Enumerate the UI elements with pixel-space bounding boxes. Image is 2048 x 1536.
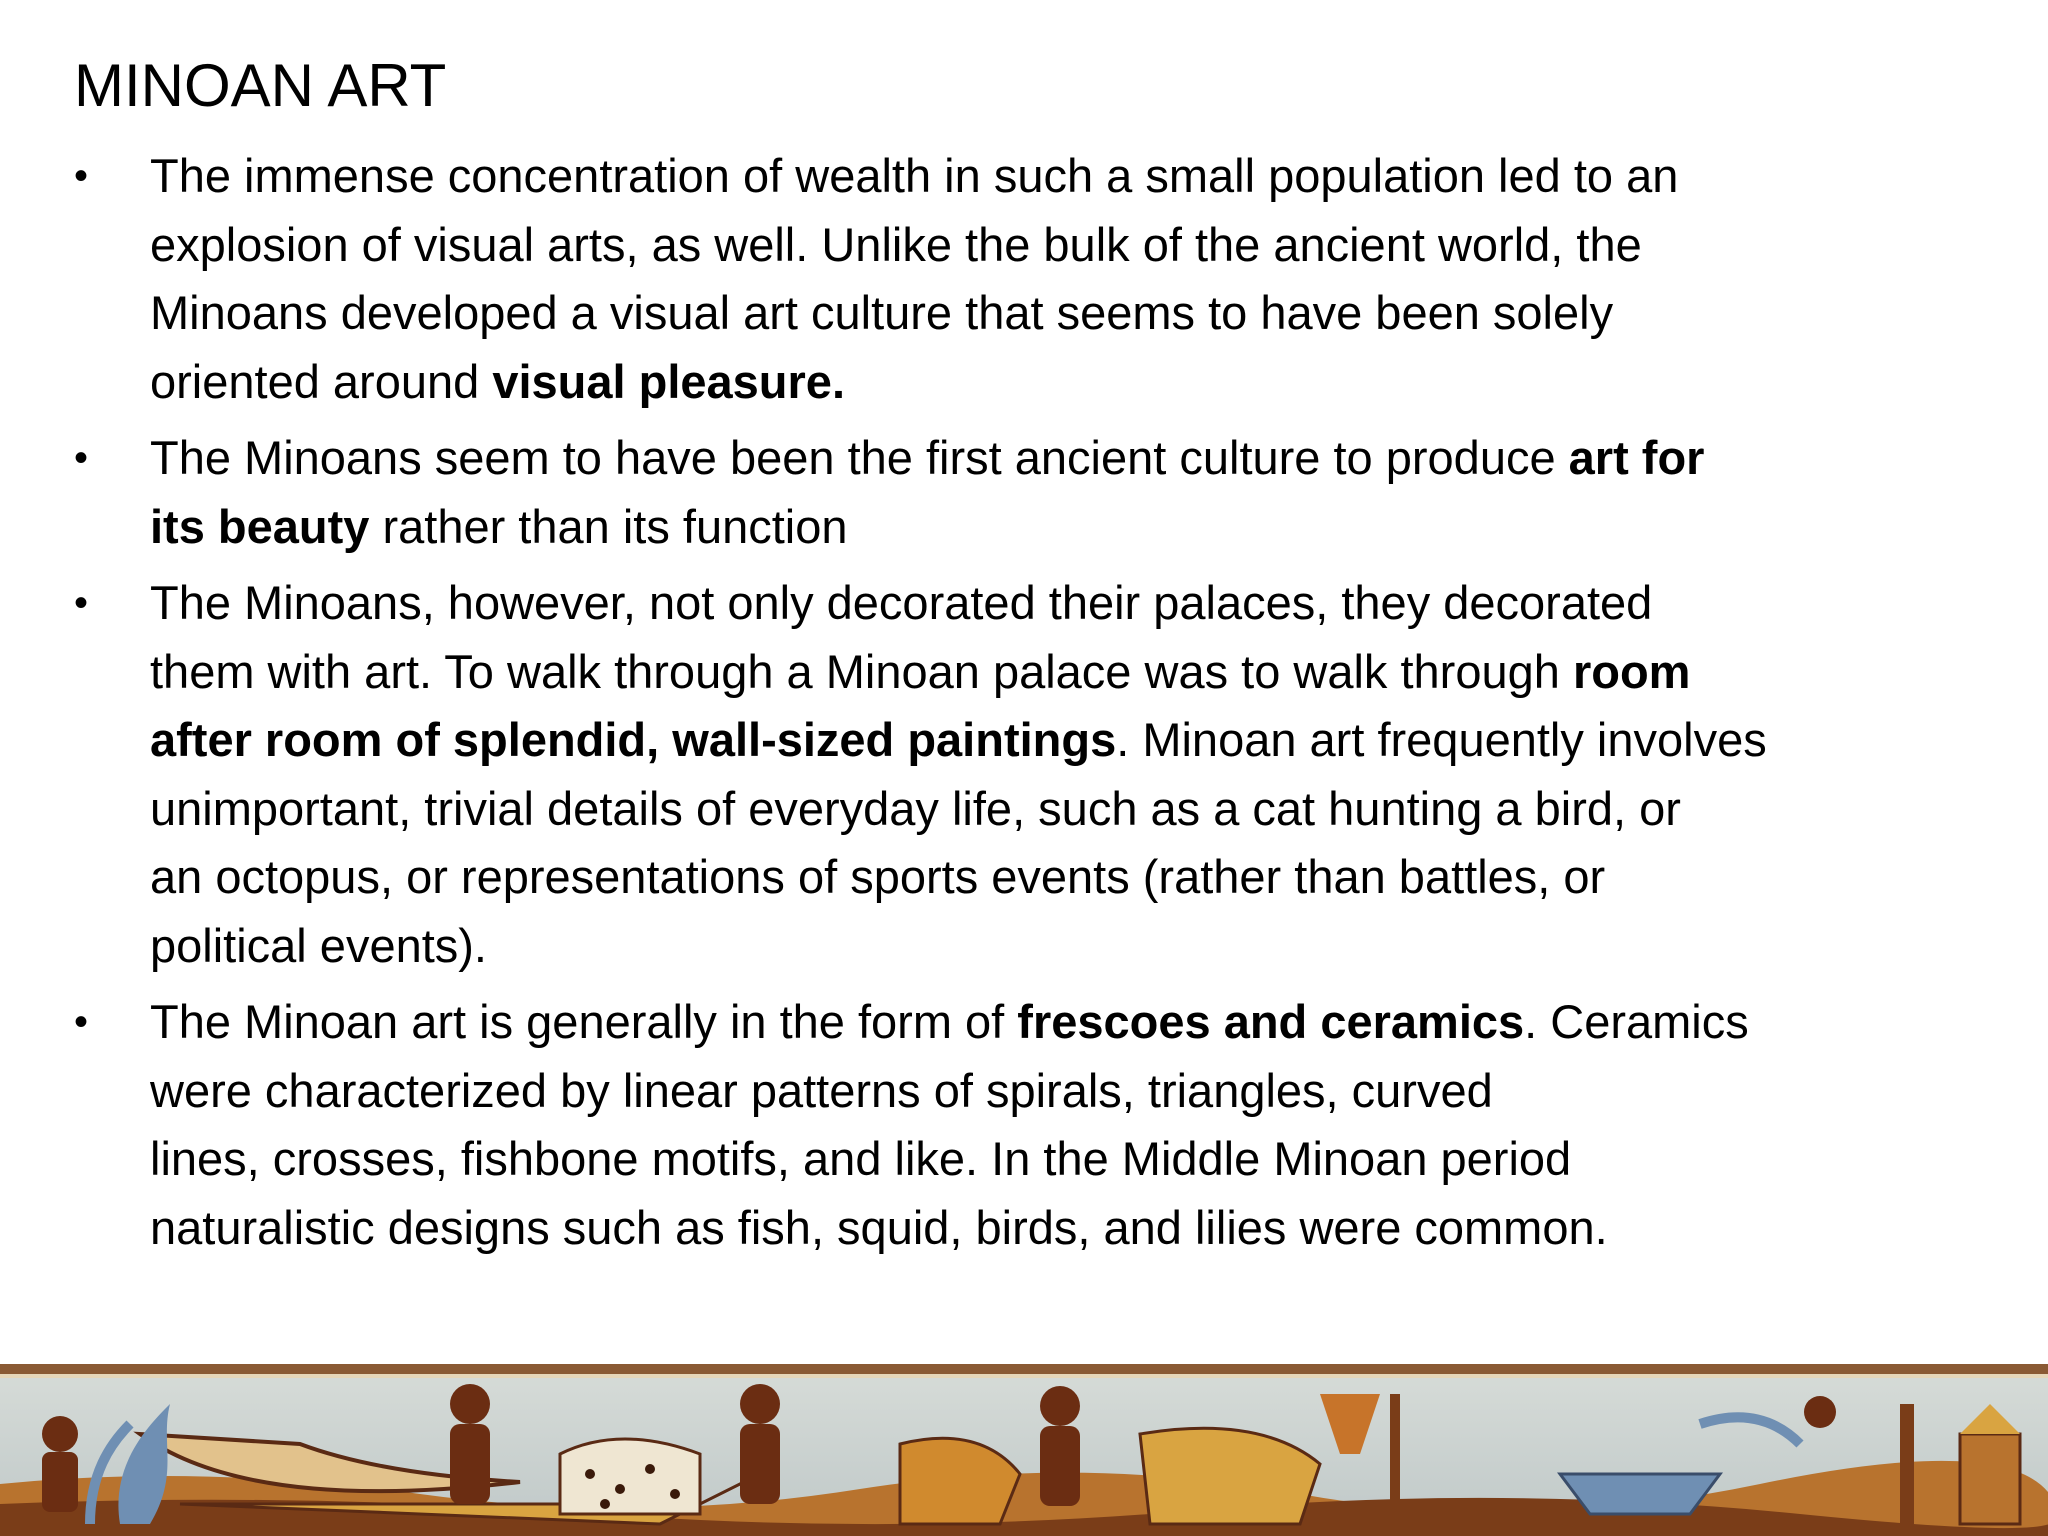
text-line: The Minoans seem to have been the first ancient culture to produce art for <box>150 431 1705 484</box>
bullet-glyph: • <box>74 581 89 625</box>
text-line: naturalistic designs such as fish, squid, birds, and lilies were common. <box>150 1200 1608 1254</box>
text-line: oriented around visual pleasure. <box>150 354 845 408</box>
text-line: an octopus, or representations of sports events (rather than battles, or <box>150 850 1606 903</box>
fresco-illustration <box>0 1364 2048 1536</box>
bullet-glyph: • <box>74 1000 89 1044</box>
text-line: political events). <box>150 918 487 972</box>
emphasis: after room of splendid, wall-sized paintings <box>150 713 1117 766</box>
text-line: The immense concentration of wealth in such a small population led to an <box>150 149 1679 202</box>
bullet-item <box>74 142 2004 416</box>
bullet-item <box>74 424 2004 561</box>
text-line: Minoans developed a visual art culture that seems to have been solely <box>150 286 1614 339</box>
emphasis: room <box>1572 644 1691 698</box>
slide-title: MINOAN ART <box>74 52 447 119</box>
bullet-item <box>74 569 2004 980</box>
text-line: were characterized by linear patterns of spirals, triangles, curved <box>150 1063 1493 1117</box>
bullet-glyph: • <box>74 154 89 198</box>
emphasis: its beauty <box>150 499 370 553</box>
bullet-list <box>74 142 2004 1270</box>
text-line: its beauty rather than its function <box>150 499 848 553</box>
emphasis: art for <box>1568 431 1705 484</box>
emphasis: frescoes and ceramics <box>1017 995 1525 1048</box>
text-line: The Minoans, however, not only decorated their palaces, they decorated <box>150 576 1653 629</box>
text-line: lines, crosses, fishbone motifs, and like. In the Middle Minoan period <box>150 1132 1572 1185</box>
text-line: unimportant, trivial details of everyday life, such as a cat hunting a bird, or <box>150 781 1681 835</box>
text-line: explosion of visual arts, as well. Unlike the bulk of the ancient world, the <box>150 217 1642 271</box>
bullet-glyph: • <box>74 436 89 480</box>
emphasis: visual pleasure. <box>492 354 845 408</box>
bullet-item <box>74 988 2004 1262</box>
text-line: The Minoan art is generally in the form of frescoes and ceramics. Ceramics <box>150 995 1749 1048</box>
minoan-fresco-image <box>0 1364 2048 1536</box>
text-line: after room of splendid, wall-sized paintings. Minoan art frequently involves <box>150 713 1767 766</box>
text-line: them with art. To walk through a Minoan palace was to walk through room <box>150 644 1691 698</box>
